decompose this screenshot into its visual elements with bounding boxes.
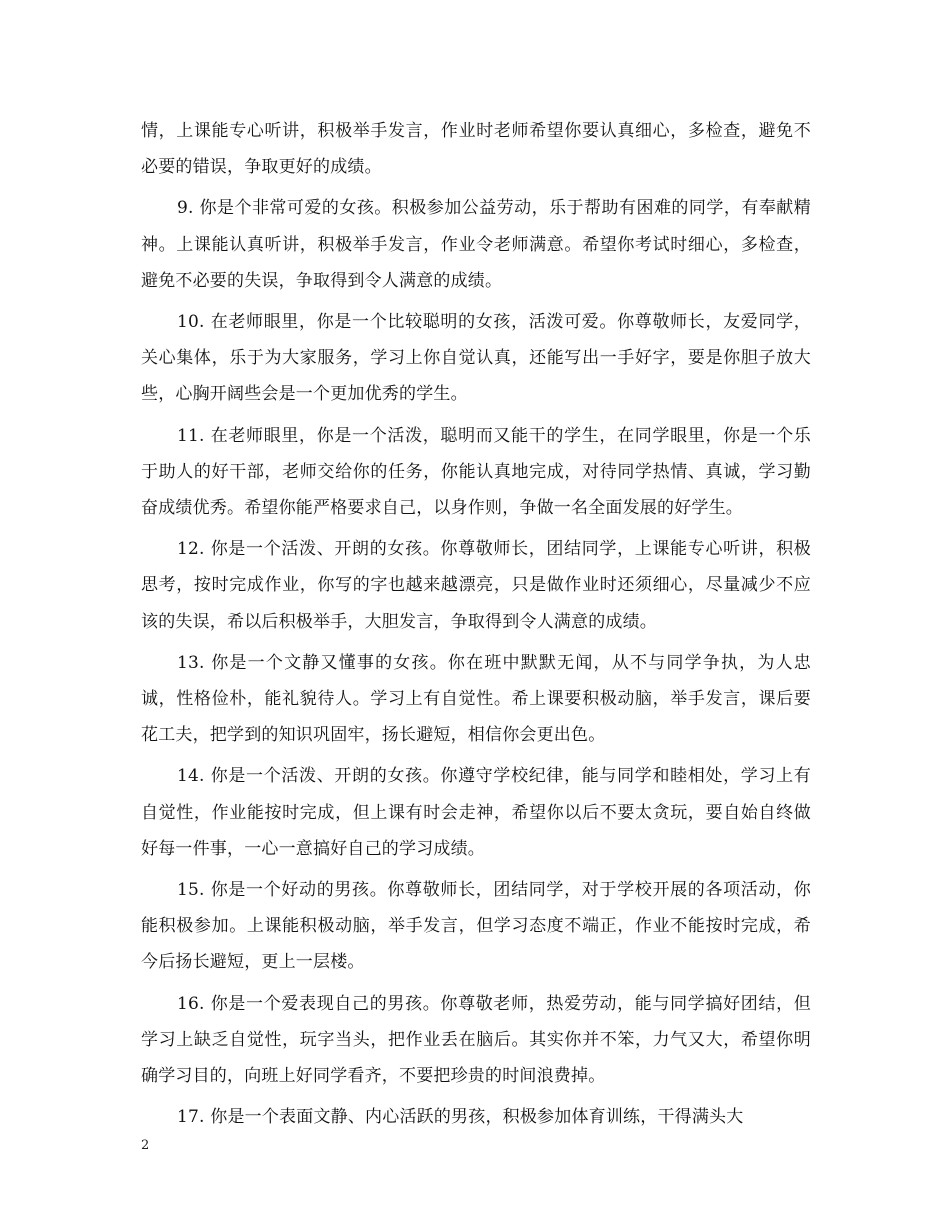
document-body (141, 113, 811, 1140)
paragraph-item-9: 9. 你是个非常可爱的女孩。积极参加公益劳动，乐于帮助有困难的同学，有奉献精神。上课能认真听讲，积极举手发言，作业令老师满意。希望你考试时细心，多检查，避免不必要的失误，争取得到令人满意的成绩。 (141, 198, 811, 291)
paragraph-item-12: 12. 你是一个活泼、开朗的女孩。你尊敬师长，团结同学，上课能专心听讲，积极思考，按时完成作业，你写的字也越来越漂亮，只是做作业时还须细心，尽量减少不应该的失误，希以后积极举手，大胆发言，争取得到令人满意的成绩。 (141, 539, 811, 632)
paragraph-item-14: 14. 你是一个活泼、开朗的女孩。你遵守学校纪律，能与同学和睦相处，学习上有自觉性，作业能按时完成，但上课有时会走神，希望你以后不要太贪玩，要自始自终做好每一件事，一心一意搞好自己的学习成绩。 (141, 766, 811, 859)
paragraph-item-13: 13. 你是一个文静又懂事的女孩。你在班中默默无闻，从不与同学争执，为人忠诚，性格俭朴，能礼貌待人。学习上有自觉性。希上课要积极动脑，举手发言，课后要花工夫，把学到的知识巩固牢，扬长避短，相信你会更出色。 (141, 652, 811, 746)
paragraph-item-16: 16. 你是一个爱表现自己的男孩。你尊敬老师，热爱劳动，能与同学搞好团结，但学习上缺乏自觉性，玩字当头，把作业丢在脑后。其实你并不笨，力气又大，希望你明确学习目的，向班上好同学看齐，不要把珍贵的时间浪费掉。 (141, 993, 811, 1087)
paragraph-item-17: 17. 你是一个表面文静、内心活跃的男孩，积极参加体育训练，干得满头大 (177, 1107, 744, 1128)
paragraph-item-15: 15. 你是一个好动的男孩。你尊敬师长，团结同学，对于学校开展的各项活动，你能积极参加。上课能积极动脑，举手发言，但学习态度不端正，作业不能按时完成，希今后扬长避短，更上一层楼。 (141, 880, 811, 973)
paragraph-item-11: 11. 在老师眼里，你是一个活泼，聪明而又能干的学生，在同学眼里，你是一个乐于助人的好干部，老师交给你的任务，你能认真地完成，对待同学热情、真诚，学习勤奋成绩优秀。希望你能严格要求自己，以身作则，争做一名全面发展的好学生。 (141, 425, 811, 519)
page-number: 2 (141, 1138, 150, 1153)
paragraph-continuation: 情，上课能专心听讲，积极举手发言，作业时老师希望你要认真细心，多检查，避免不必要的错误，争取更好的成绩。 (141, 121, 811, 178)
paragraph-item-10: 10. 在老师眼里，你是一个比较聪明的女孩，活泼可爱。你尊敬师长，友爱同学，关心集体，乐于为大家服务，学习上你自觉认真，还能写出一手好字，要是你胆子放大些，心胸开阔些会是一个更加优秀的学生。 (141, 312, 811, 405)
